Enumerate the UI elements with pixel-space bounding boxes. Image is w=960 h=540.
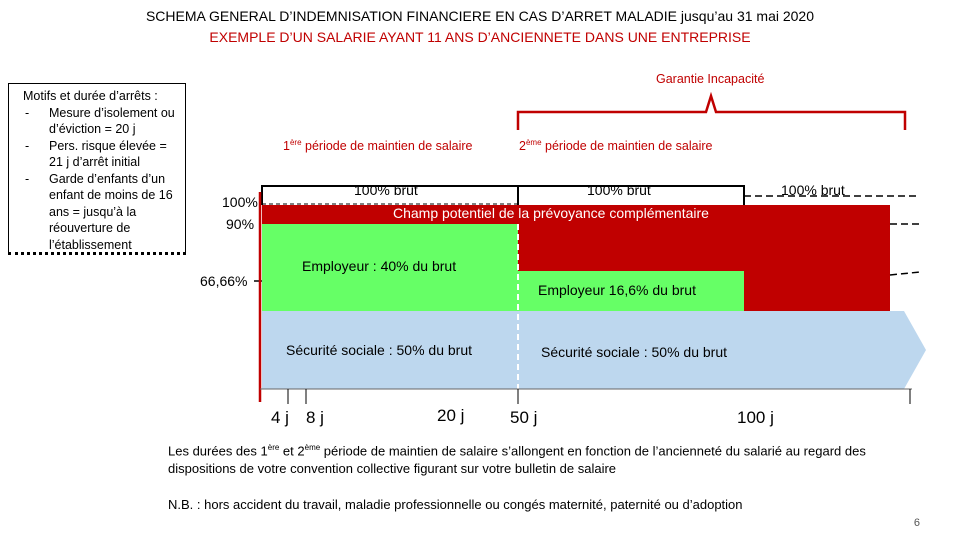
note1-o2: 2 <box>297 443 305 459</box>
prevoyance-label: Champ potentiel de la prévoyance complémentaire <box>393 205 709 221</box>
motif-item: - Pers. risque élevée = 21 j d’arrêt initial <box>23 138 179 171</box>
x-label-100j: 100 j <box>737 408 774 427</box>
brut-label-1: 100% brut <box>354 182 418 198</box>
page-title: SCHEMA GENERAL D’INDEMNISATION FINANCIERE EN CAS D’ARRET MALADIE jusqu’au 31 mai 2020 <box>145 8 815 24</box>
employeur2-label: Employeur 16,6% du brut <box>538 282 696 298</box>
y-label-100: 100% <box>222 194 258 210</box>
note1-o1: 1 <box>260 443 268 459</box>
motif-item: - Garde d’enfants d’un enfant de moins de 16 ans = jusqu’à la réouverture de l’établissement <box>23 171 179 254</box>
page-number: 6 <box>913 517 920 529</box>
brut-label-3: 100% brut <box>781 182 845 198</box>
note1-s1: ère <box>267 443 280 452</box>
secu2-label: Sécurité sociale : 50% du brut <box>541 344 727 360</box>
note1-post: période de maintien de salaire s’allongent en fonction de l’ancienneté du salarié au regard des dispositions de votre convention collective figurant sur votre bulletin de salaire <box>168 443 866 477</box>
motif-item: - Mesure d’isolement ou d’éviction = 20 j <box>23 105 179 138</box>
garantie-label: Garantie Incapacité <box>656 72 765 86</box>
page-subtitle: EXEMPLE D’UN SALARIE AYANT 11 ANS D’ANCIENNETE DANS UNE ENTREPRISE <box>209 29 751 45</box>
period1-label <box>283 138 472 153</box>
period1-text: période de maintien de salaire <box>305 139 473 154</box>
y-label-6666: 66,66% <box>200 273 248 289</box>
note1-s2: ème <box>304 443 321 452</box>
note1-mid: et <box>279 443 298 459</box>
period1-sup: ère <box>289 138 302 147</box>
period2-label <box>519 138 712 153</box>
x-label-20j: 20 j <box>437 406 465 425</box>
secu-arrow-head <box>904 311 926 389</box>
x-label-4j: 4 j <box>271 408 289 427</box>
note-duration <box>168 439 908 478</box>
note1-pre: Les durées des <box>168 443 261 459</box>
motifs-heading: Motifs et durée d’arrêts : <box>23 89 158 103</box>
y-label-90: 90% <box>226 216 255 232</box>
dash-6666-right <box>890 272 920 275</box>
brut-label-2: 100% brut <box>587 182 651 198</box>
secu1-label: Sécurité sociale : 50% du brut <box>286 342 472 358</box>
period2-text: période de maintien de salaire <box>545 139 713 154</box>
employeur1-label: Employeur : 40% du brut <box>302 258 457 274</box>
x-label-8j: 8 j <box>306 408 324 427</box>
period2-ordinal: 2 <box>519 139 526 154</box>
garantie-bracket <box>518 96 905 130</box>
x-label-50j: 50 j <box>510 408 538 427</box>
note-nb: N.B. : hors accident du travail, maladie professionnelle ou congés maternité, paternité ou d’adoption <box>168 497 743 512</box>
period1-ordinal: 1 <box>283 139 290 154</box>
period2-sup: ème <box>525 138 542 147</box>
